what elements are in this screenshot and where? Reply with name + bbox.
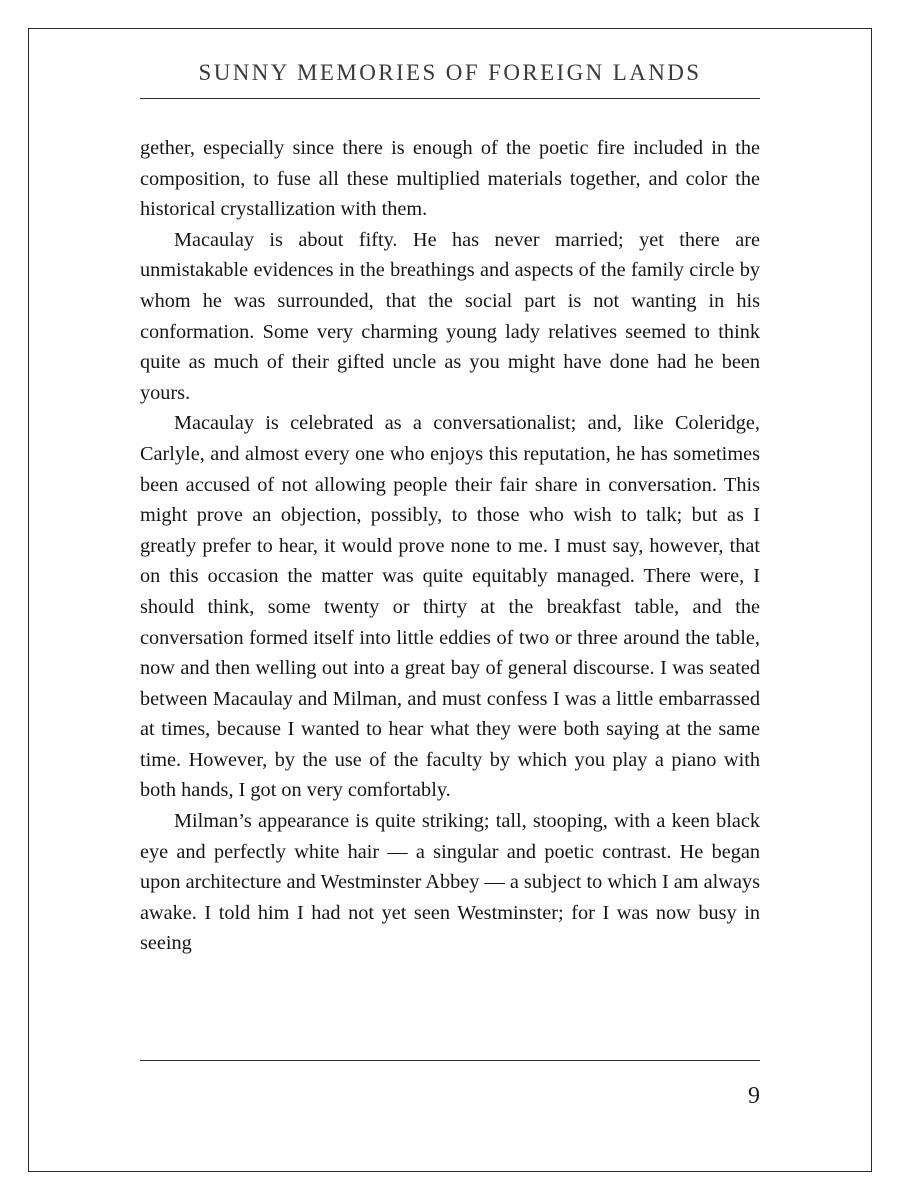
page-footer xyxy=(140,1060,760,1110)
body-text xyxy=(140,133,760,959)
paragraph-4: Milman’s appearance is quite striking; tall, stooping, with a keen black eye and perfectly white hair — a singular and poetic contrast. He began upon architecture and Westminster Abbey — a subject to which I am always awake. I told him I had not yet seen Westminster; for I was now busy in seeing xyxy=(140,810,760,955)
paragraph-1: gether, especially since there is enough of the poetic fire included in the composition, to fuse all these multiplied materials together, and color the historical crystallization with them. xyxy=(140,137,760,221)
page-content xyxy=(140,60,760,959)
running-head: SUNNY MEMORIES OF FOREIGN LANDS xyxy=(198,60,702,85)
page-number: 9 xyxy=(748,1083,760,1109)
header-rule xyxy=(140,98,760,99)
paragraph-3: Macaulay is celebrated as a conversationalist; and, like Coleridge, Carlyle, and almost every one who enjoys this reputation, he has sometimes been accused of not allowing people their fair share in conversation. This might prove an objection, possibly, to those who wish to talk; but as I greatly prefer to hear, it would prove none to me. I must say, however, that on this occasion the matter was quite equitably managed. There were, I should think, some twenty or thirty at the breakfast table, and the conversation formed itself into little eddies of two or three around the table, now and then welling out into a great bay of general discourse. I was seated between Macaulay and Milman, and must confess I was a little embarrassed at times, because I wanted to hear what they were both saying at the same time. However, by the use of the faculty by which you play a piano with both hands, I got on very comfortably. xyxy=(140,412,760,802)
paragraph-2: Macaulay is about fifty. He has never married; yet there are unmistakable evidences in the breathings and aspects of the family circle by whom he was surrounded, that the social part is not wanting in his conformation. Some very charming young lady relatives seemed to think quite as much of their gifted uncle as you might have done had he been yours. xyxy=(140,228,760,404)
